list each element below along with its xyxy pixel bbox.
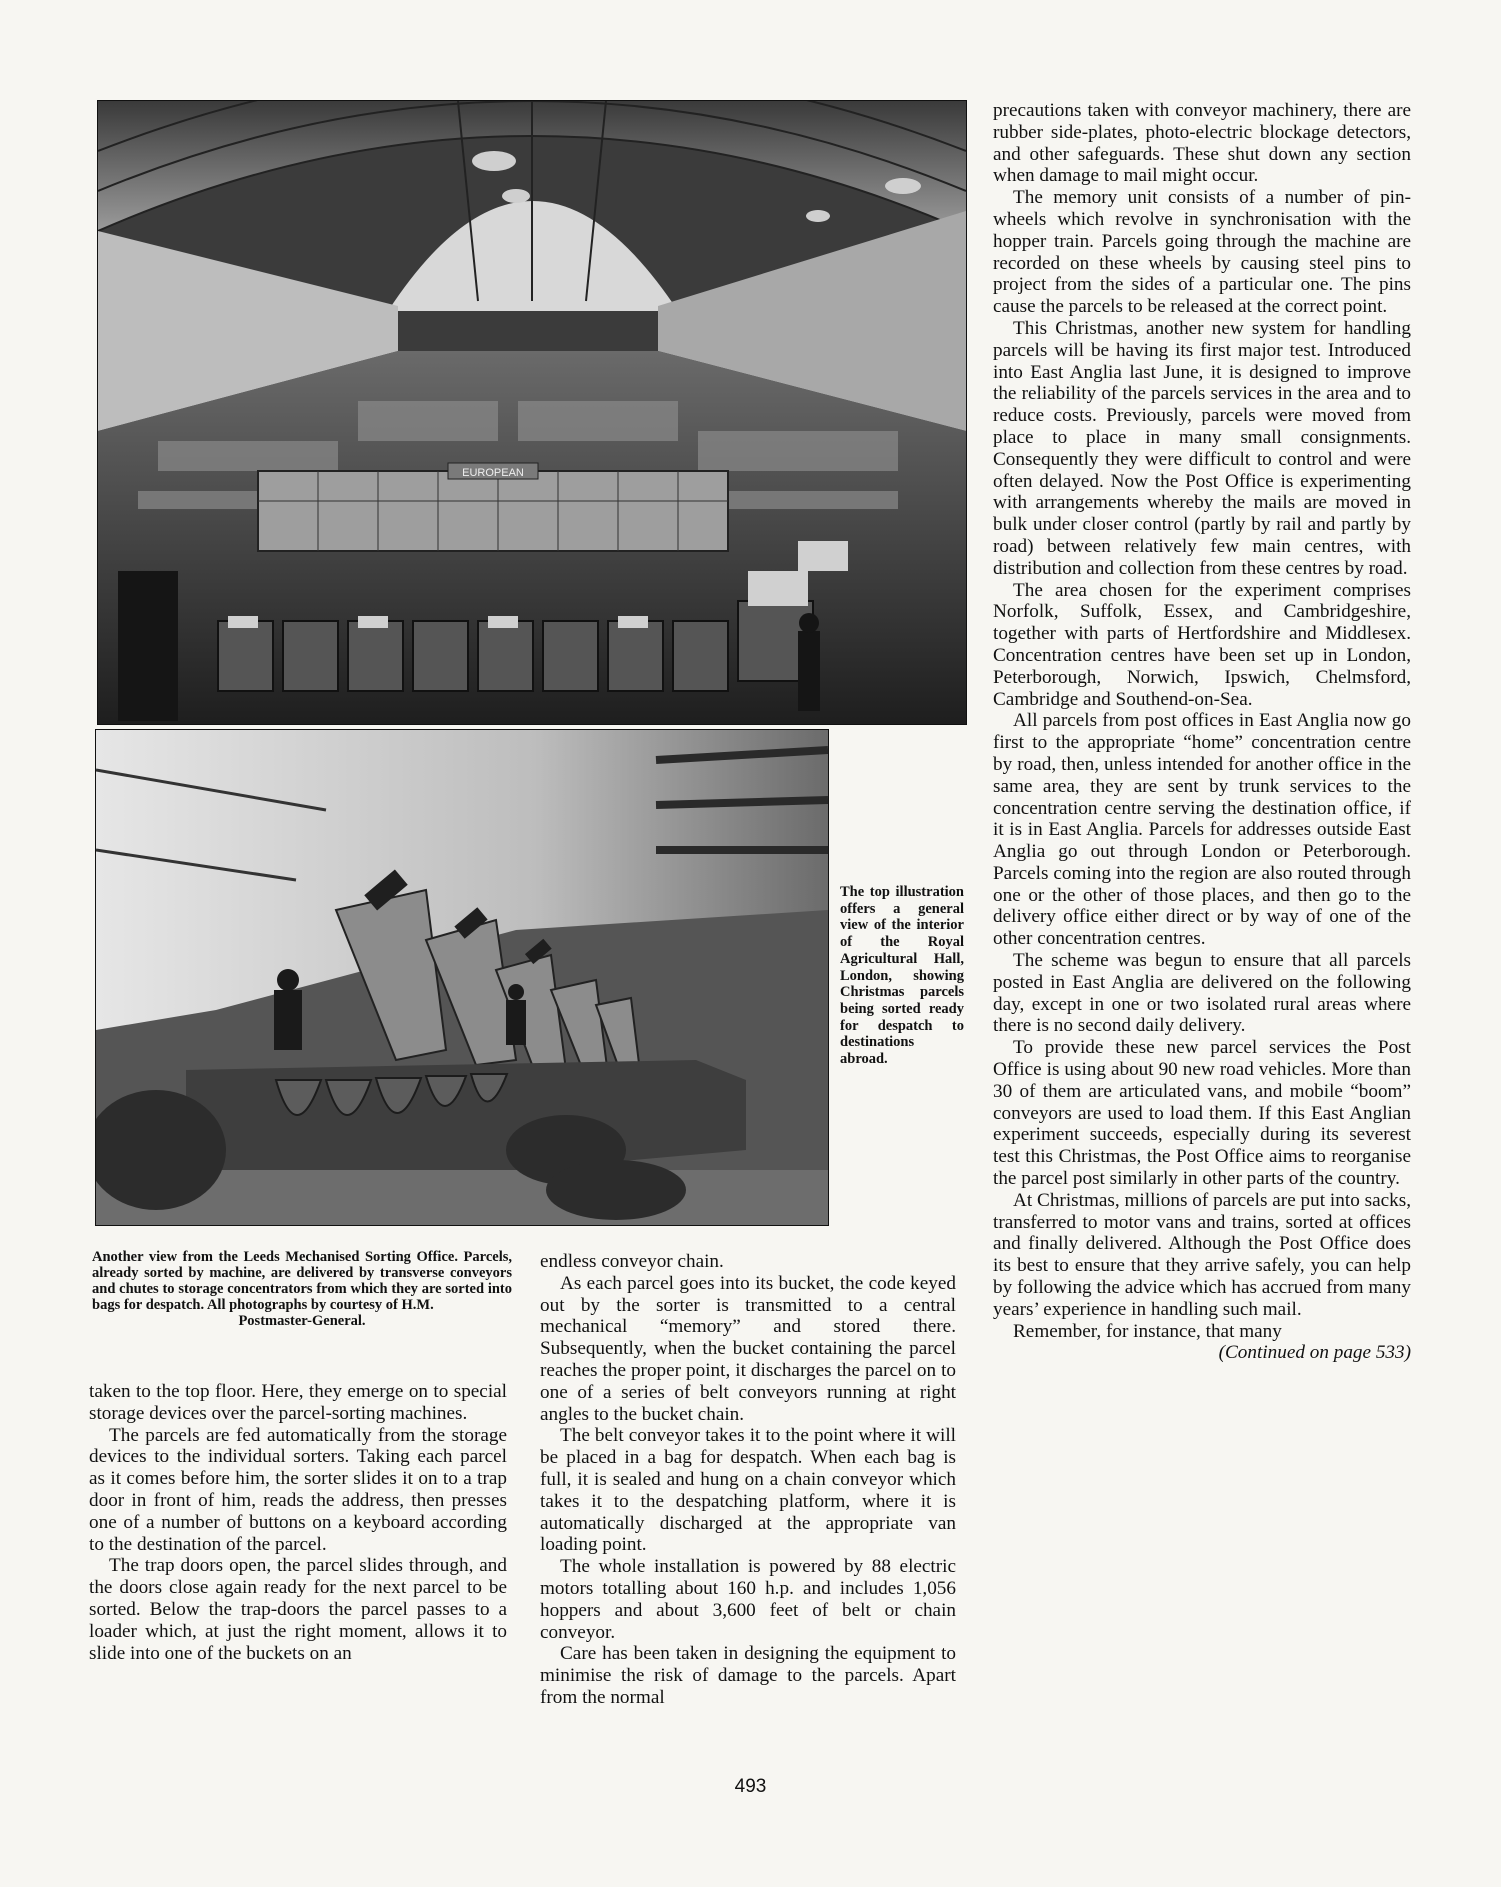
caption-leeds-credit: Postmaster-General. bbox=[238, 1313, 366, 1329]
paragraph: All parcels from post offices in East Anglia now go first to the appropriate “home” concentration centre by road, then, unless intended for another office in the same area, they are sent by trunk services to the concentration centre serving the destination office, if it is in East Anglia. Parcels for addresses outside East Anglia go out through London or Peterborough. Parcels coming into the region are also routed through one or the other of those places, and then go to the delivery office either direct or by way of one of the other concentration centres. bbox=[993, 710, 1411, 950]
caption-leeds-photo bbox=[92, 1249, 512, 1329]
column-middle bbox=[540, 1251, 956, 1709]
paragraph: The scheme was begun to ensure that all parcels posted in East Anglia are delivered on the following day, except in one or two isolated rural areas where there is no second daily delivery. bbox=[993, 950, 1411, 1037]
continued-note: (Continued on page 533) bbox=[1218, 1342, 1411, 1364]
paragraph: The belt conveyor takes it to the point where it will be placed in a bag for despatch. When each bag is full, it is sealed and hung on a chain conveyor which takes it to the despatching platform, where it is automatically discharged at the appropriate van loading point. bbox=[540, 1425, 956, 1556]
column-left bbox=[89, 1381, 507, 1664]
photo-royal-agricultural-hall bbox=[97, 100, 967, 725]
paragraph: The memory unit consists of a number of pin-wheels which revolve in synchronisation with the hopper train. Parcels going through the machine are recorded on these wheels by causing steel pins to project from the sides of a particular one. The pins cause the parcels to be released at the correct point. bbox=[993, 187, 1411, 318]
paragraph: Remember, for instance, that many bbox=[1013, 1320, 1282, 1342]
paragraph: The whole installation is powered by 88 electric motors totalling about 160 h.p. and includes 1,056 hoppers and about 3,600 feet of belt or chain conveyor. bbox=[540, 1556, 956, 1643]
page-number: 493 bbox=[734, 1776, 767, 1797]
paragraph: The area chosen for the experiment comprises Norfolk, Suffolk, Essex, and Cambridgeshire, together with parts of Hertfordshire and Middlesex. Concentration centres have been set up in London, Peterborough, Norwich, Ipswich, Chelmsford, Cambridge and Southend-on-Sea. bbox=[993, 579, 1411, 710]
paragraph: This Christmas, another new system for handling parcels will be having its first major test. Introduced into East Anglia last June, it is designed to improve the reliability of the parcels services in the area and to reduce costs. Previously, parcels were moved from place to place in many small consignments. Consequently they were difficult to control and were often delayed. Now the Post Office is experimenting with arrangements whereby the mails are moved in bulk under closer control (partly by rail and partly by road) between relatively few main centres, with distribution and collection from these centres by road. bbox=[993, 317, 1411, 579]
european-sign: EUROPEAN bbox=[462, 467, 524, 479]
sorting-office-illustration bbox=[96, 730, 828, 1225]
column-right bbox=[993, 100, 1411, 1364]
paragraph: The trap doors open, the parcel slides through, and the doors close again ready for the next parcel to be sorted. Below the trap-doors the parcel passes to a loader which, at just the right moment, allows it to slide into one of the buckets on an bbox=[89, 1555, 507, 1664]
paragraph: To provide these new parcel services the Post Office is using about 90 new road vehicles. More than 30 of them are articulated vans, and mobile “boom” conveyors are used to load them. If this East Anglian experiment succeeds, especially during its severest test this Christmas, the Post Office aims to reorganise the parcel post similarly in other parts of the country. bbox=[993, 1037, 1411, 1190]
paragraph: Care has been taken in designing the equipment to minimise the risk of damage to the parcels. Apart from the normal bbox=[540, 1643, 956, 1708]
paragraph: As each parcel goes into its bucket, the code keyed out by the sorter is transmitted to a central mechanical “memory” and stored there. Subsequently, when the bucket containing the parcel reaches the proper point, it discharges the parcel on to one of a series of belt conveyors running at right angles to the bucket chain. bbox=[540, 1272, 956, 1425]
paragraph: endless conveyor chain. bbox=[540, 1251, 724, 1272]
paragraph: precautions taken with conveyor machinery, there are rubber side-plates, photo-electric blockage detectors, and other safeguards. These shut down any section when damage to mail might occur. bbox=[993, 100, 1411, 187]
paragraph: At Christmas, millions of parcels are put into sacks, transferred to motor vans and trains, sorted at offices and finally delivered. Although the Post Office does its best to ensure that they arrive safely, you can help by following the advice which has accrued from many years’ experience in handling such mail. bbox=[993, 1189, 1411, 1320]
caption-leeds-text: Another view from the Leeds Mechanised Sorting Office. Parcels, already sorted by machine, are delivered by transverse conveyors and chutes to storage concentrators from which they are sorted into bags for despatch. All photographs by courtesy of H.M. bbox=[92, 1249, 512, 1313]
caption-top-illustration: The top illustration offers a general view of the interior of the Royal Agricultural Hall, London, showing Christmas parcels being sorted ready for despatch to destinations abroad. bbox=[840, 884, 964, 1068]
photo-leeds-sorting-office bbox=[95, 729, 829, 1226]
paragraph: taken to the top floor. Here, they emerge on to special storage devices over the parcel-sorting machines. bbox=[89, 1381, 507, 1424]
hall-illustration bbox=[98, 101, 966, 724]
paragraph: The parcels are fed automatically from the storage devices to the individual sorters. Taking each parcel as it comes before him, the sorter slides it on to a trap door in front of him, reads the address, then presses one of a number of buttons on a keyboard according to the destination of the parcel. bbox=[89, 1424, 507, 1555]
